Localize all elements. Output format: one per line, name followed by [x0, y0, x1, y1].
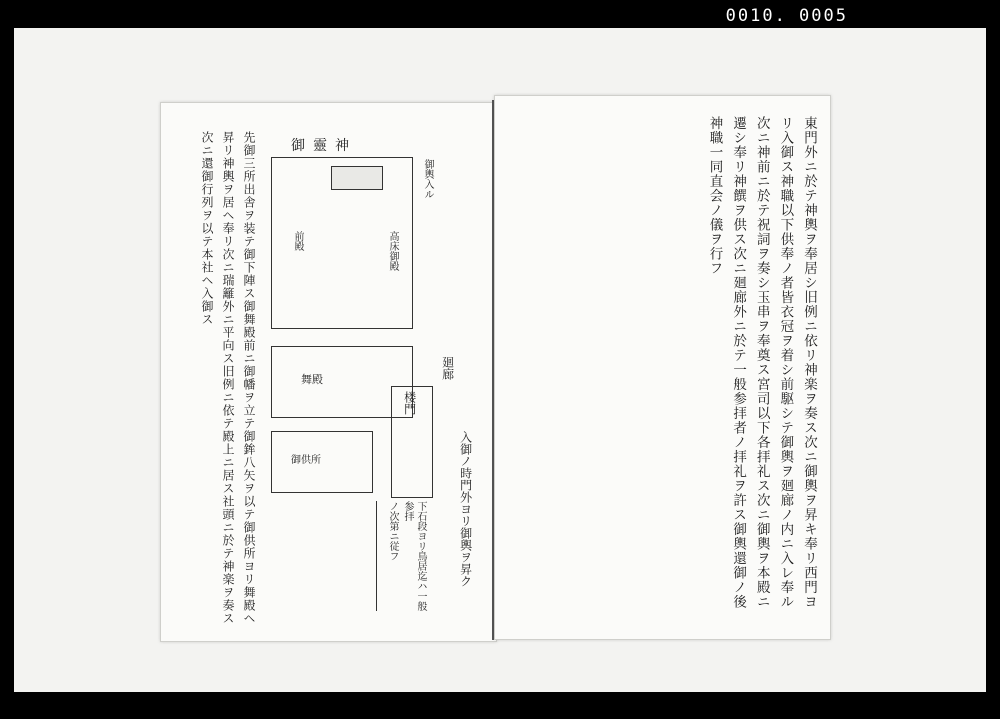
side-label-1: 高床御殿 [387, 231, 398, 271]
frame-number: 0010. 0005 [725, 6, 848, 26]
side-label-2: 前殿 [292, 231, 303, 251]
right-page [494, 95, 831, 640]
lower-court [271, 431, 373, 493]
top-note: 御輿入ル [422, 159, 433, 199]
honden-box [331, 166, 383, 190]
left-page [160, 102, 497, 642]
gate-label: 楼門 [402, 391, 417, 415]
path-line [376, 501, 377, 611]
corridor-label: 廻廊 [440, 356, 455, 380]
center-label: 舞殿 [301, 373, 323, 386]
entrance-label: 入御ノ時門外ヨリ御輿ヲ昇ク [458, 431, 473, 587]
diagram-title: 御靈神 [291, 138, 357, 154]
left-page-text: 先御三所出舎ヲ装テ御下陣ス御舞殿前ニ御幡ヲ立テ御鉾八矢ヲ以テ御供所ヨリ舞殿ヘ昇リ神輿ヲ居ヘ奉リ次ニ瑞籬外ニ平向ス旧例ニ依テ殿上ニ居ス社頭ニ於テ神楽ヲ奏ス次ニ還御行列ヲ以テ本社ヘ入御ス [200, 131, 256, 625]
right-page-text: 東門外ニ於テ神輿ヲ奉居シ旧例ニ依リ神楽ヲ奏ス次ニ御輿ヲ昇キ奉リ西門ヨリ入御ス神職以下供奉ノ者皆衣冠ヲ着シ前駆シテ御輿ヲ廻廊ノ内ニ入レ奉ル次ニ神前ニ於テ祝詞ヲ奏シ玉串ヲ奉奠ス宮司以下各拝礼ス次ニ御輿ヲ本殿ニ遷シ奉リ神饌ヲ供ス次ニ廻廊外ニ於テ一般参拝者ノ拝礼ヲ許ス御輿還御ノ後神職一同直会ノ儀ヲ行フ [706, 116, 817, 609]
shrine-diagram [261, 131, 487, 616]
stair-label-2: ノ次第ニ従フ [387, 501, 398, 561]
lower-label: 御供所 [291, 455, 321, 466]
stair-label: 下石段ヨリ鳥居迄ハ一般参拝 [402, 501, 426, 611]
